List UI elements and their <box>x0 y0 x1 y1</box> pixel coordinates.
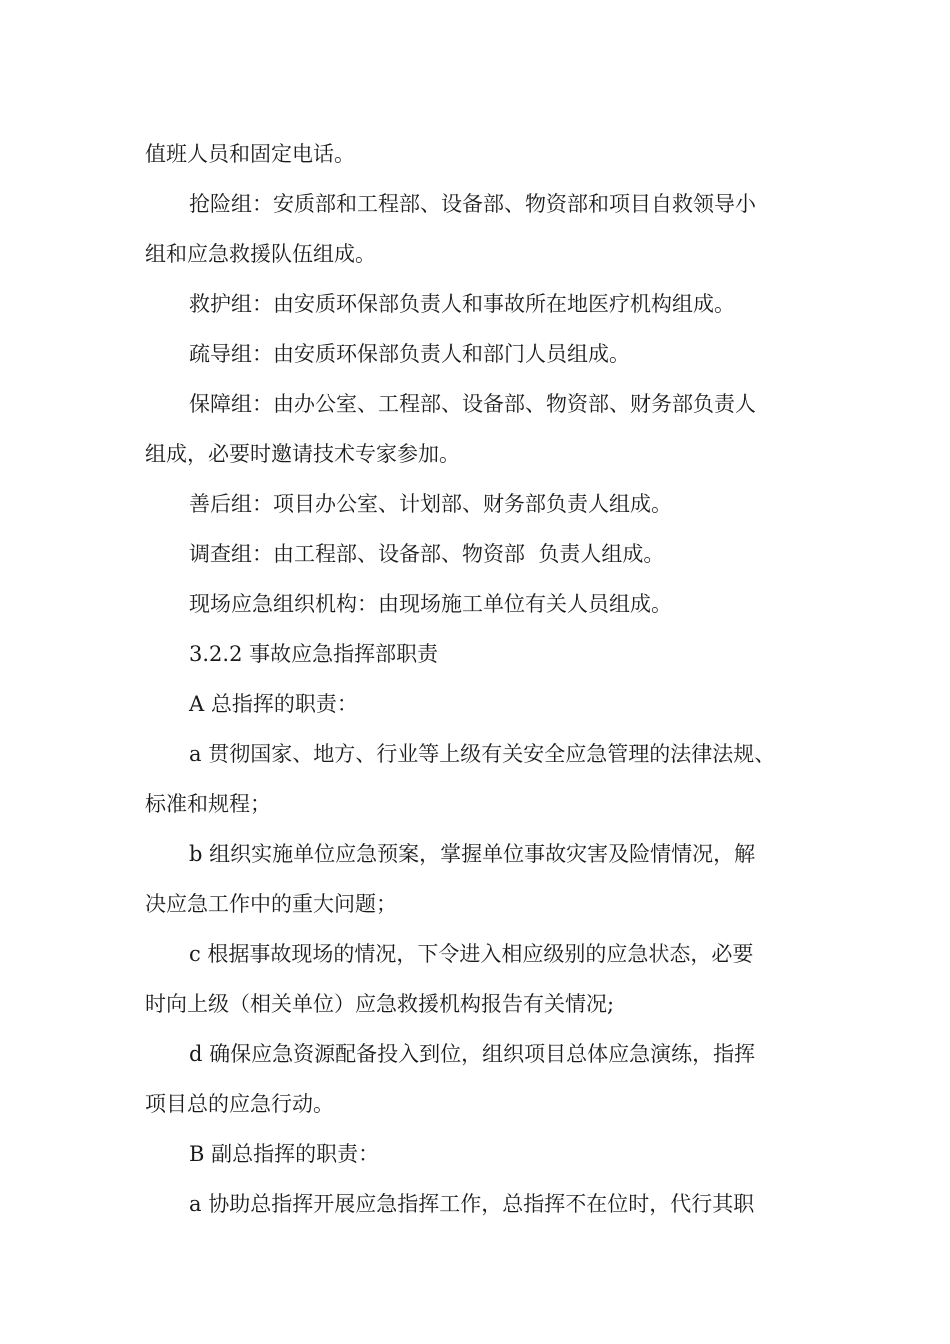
text-line: 时向上级（相关单位）应急救援机构报告有关情况; <box>145 992 615 1016</box>
list-item: a 贯彻国家、地方、行业等上级有关安全应急管理的法律法规、 <box>189 742 776 766</box>
subsection-heading: A 总指挥的职责： <box>189 692 358 716</box>
text-line: 疏导组：由安质环保部负责人和部门人员组成。 <box>189 342 630 366</box>
list-item: d 确保应急资源配备投入到位，组织项目总体应急演练，指挥 <box>189 1042 756 1066</box>
text-line: 现场应急组织机构：由现场施工单位有关人员组成。 <box>189 592 672 616</box>
text-line: 标准和规程； <box>145 792 271 816</box>
text-line: 组成，必要时邀请技术专家参加。 <box>145 442 460 466</box>
subsection-heading: B 副总指挥的职责： <box>189 1142 380 1166</box>
text-line: 决应急工作中的重大问题； <box>145 892 397 916</box>
list-item: b 组织实施单位应急预案，掌握单位事故灾害及险情情况，解 <box>189 842 756 866</box>
text-line: 组和应急救援队伍组成。 <box>145 242 376 266</box>
document-body <box>145 129 825 1229</box>
list-item: c 根据事故现场的情况，下令进入相应级别的应急状态，必要 <box>189 942 754 966</box>
text-line: 抢险组：安质部和工程部、设备部、物资部和项目自救领导小 <box>189 192 756 216</box>
section-heading: 3.2.2 事故应急指挥部职责 <box>189 642 439 666</box>
text-line: 善后组：项目办公室、计划部、财务部负责人组成。 <box>189 492 672 516</box>
text-line: 值班人员和固定电话。 <box>145 142 355 166</box>
text-line: 救护组：由安质环保部负责人和事故所在地医疗机构组成。 <box>189 292 735 316</box>
text-line: 保障组：由办公室、工程部、设备部、物资部、财务部负责人 <box>189 392 756 416</box>
text-line: 调查组：由工程部、设备部、物资部 负责人组成。 <box>189 542 665 566</box>
list-item: a 协助总指挥开展应急指挥工作，总指挥不在位时，代行其职 <box>189 1192 755 1216</box>
text-line: 项目总的应急行动。 <box>145 1092 334 1116</box>
